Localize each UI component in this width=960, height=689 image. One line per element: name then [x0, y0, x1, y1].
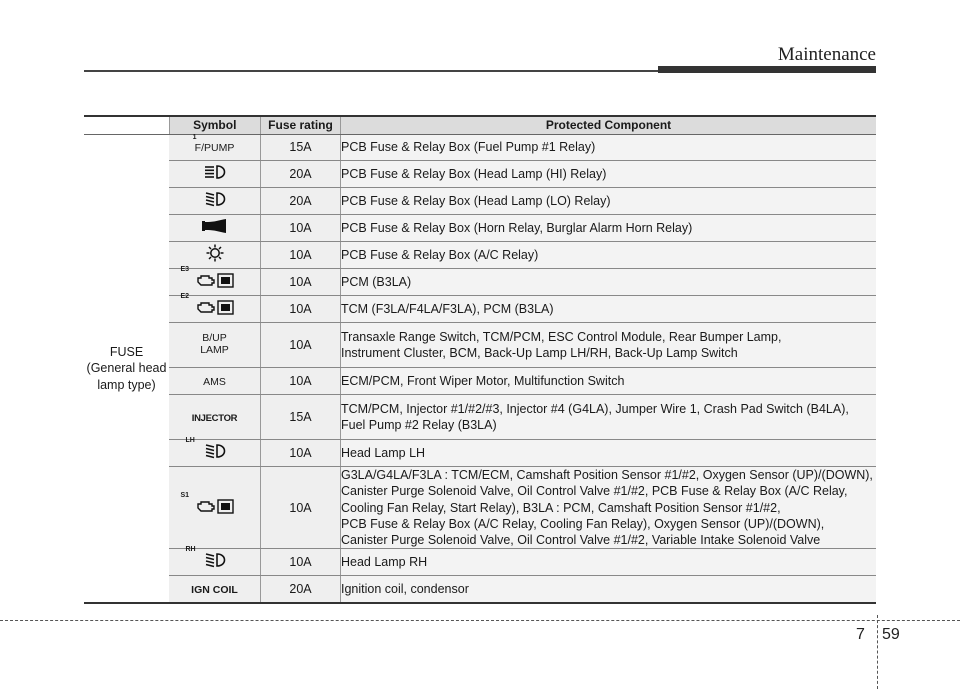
column-header-symbol: Symbol [169, 116, 261, 135]
fuse-rating-cell: 10A [261, 269, 341, 296]
fuse-rating-cell: 10A [261, 368, 341, 395]
protected-component-cell: Head Lamp LH [341, 440, 877, 467]
table-row [84, 135, 876, 161]
table-row [84, 269, 876, 296]
symbol-superscript: E3 [180, 265, 190, 273]
fuse-rating-cell: 10A [261, 296, 341, 323]
protected-component-cell: PCB Fuse & Relay Box (A/C Relay) [341, 242, 877, 269]
fuse-rating-cell: 10A [261, 467, 341, 549]
fuse-rating-cell: 10A [261, 215, 341, 242]
protected-component-cell: PCB Fuse & Relay Box (Horn Relay, Burglar Alarm Horn Relay) [341, 215, 877, 242]
protected-component-cell: Ignition coil, condensor [341, 576, 877, 603]
protected-component-cell: PCB Fuse & Relay Box (Fuel Pump #1 Relay) [341, 135, 877, 161]
ac-fan-icon [206, 244, 224, 262]
protected-component-cell: Head Lamp RH [341, 549, 877, 576]
fpump-symbol: 1 F/PUMP [192, 134, 235, 155]
column-header-fuse-rating: Fuse rating [261, 116, 341, 135]
symbol-superscript: E2 [180, 292, 190, 300]
symbol-cell [169, 161, 261, 188]
protected-component-cell: Transaxle Range Switch, TCM/PCM, ESC Control Module, Rear Bumper Lamp, Instrument Cluster, BCM, Back-Up Lamp LH/RH, Back-Up Lamp Switch [341, 323, 877, 368]
symbol-cell [169, 323, 261, 368]
protected-component-cell: ECM/PCM, Front Wiper Motor, Multifunction Switch [341, 368, 877, 395]
table-header-row [84, 116, 876, 135]
header-title: Maintenance [777, 44, 876, 65]
symbol-cell [169, 368, 261, 395]
fuse-rating-cell: 15A [261, 395, 341, 440]
protected-component-cell: PCB Fuse & Relay Box (Head Lamp (HI) Relay) [341, 161, 877, 188]
symbol-superscript: LH [185, 436, 195, 444]
table-row [84, 161, 876, 188]
group-header-cell [84, 116, 169, 135]
table-row [84, 467, 876, 549]
engine-transmission-icon [180, 265, 235, 288]
backup-lamp-symbol: B/UP LAMP [200, 332, 229, 357]
symbol-cell [169, 395, 261, 440]
table-row [84, 576, 876, 603]
protected-component-cell: TCM/PCM, Injector #1/#2/#3, Injector #4 (G4LA), Jumper Wire 1, Crash Pad Switch (B4LA), Fuel Pump #2 Relay (B3LA) [341, 395, 877, 440]
ign-coil-symbol: IGN COIL [191, 583, 238, 596]
column-header-protected-component: Protected Component [341, 116, 877, 135]
table-row [84, 323, 876, 368]
page-number: 59 [882, 626, 900, 643]
symbol-cell [169, 467, 261, 549]
chapter-number: 7 [856, 626, 865, 643]
fuse-table [84, 115, 876, 604]
engine-transmission-icon [180, 491, 235, 514]
table-row [84, 296, 876, 323]
engine-transmission-icon [180, 292, 235, 315]
fuse-rating-cell: 15A [261, 135, 341, 161]
low-beam-headlamp-icon [200, 191, 230, 207]
fuse-rating-cell: 10A [261, 440, 341, 467]
low-beam-headlamp-icon [185, 546, 230, 568]
ams-symbol: AMS [203, 375, 226, 388]
symbol-cell [169, 215, 261, 242]
symbol-superscript: RH [185, 546, 196, 554]
protected-component-cell: PCB Fuse & Relay Box (Head Lamp (LO) Relay) [341, 188, 877, 215]
table-row [84, 549, 876, 576]
fuse-rating-cell: 10A [261, 549, 341, 576]
symbol-cell [169, 188, 261, 215]
high-beam-headlamp-icon [200, 164, 230, 180]
symbol-cell [169, 546, 261, 576]
table-row [84, 440, 876, 467]
table-row [84, 188, 876, 215]
horn-icon [200, 218, 230, 234]
injector-symbol: INJECTOR [191, 412, 238, 424]
footer-dashed-rule [0, 620, 960, 621]
fuse-group-label: FUSE (General head lamp type) [84, 135, 169, 603]
protected-component-cell: G3LA/G4LA/F3LA : TCM/ECM, Camshaft Position Sensor #1/#2, Oxygen Sensor (UP)/(DOWN), Canister Purge Solenoid Valve, Oil Control Valve #1/#2, PCB Fuse & Relay Box (A/C Relay, Cooling Fan Relay, Start Relay), B3LA : PCM, Camshaft Position Sensor #1/#2, PCB Fuse & Relay Box (A/C Relay, Cooling Fan Relay), Oxygen Sensor (UP)/(DOWN), Canister Purge Solenoid Valve, Oil Control Valve #1/#2, Variable Intake Solenoid Valve [341, 467, 877, 549]
fuse-rating-cell: 20A [261, 161, 341, 188]
protected-component-cell: PCM (B3LA) [341, 269, 877, 296]
fuse-rating-cell: 20A [261, 188, 341, 215]
symbol-cell [169, 135, 261, 161]
table-row [84, 242, 876, 269]
header-bar [658, 66, 876, 73]
fuse-rating-cell: 10A [261, 242, 341, 269]
symbol-cell [169, 436, 261, 467]
protected-component-cell: TCM (F3LA/F4LA/F3LA), PCM (B3LA) [341, 296, 877, 323]
symbol-cell [169, 576, 261, 603]
low-beam-headlamp-icon [185, 436, 230, 459]
table-row [84, 395, 876, 440]
symbol-superscript: S1 [180, 491, 190, 499]
footer-dashed-divider [877, 615, 878, 689]
fuse-rating-cell: 10A [261, 323, 341, 368]
symbol-cell [169, 292, 261, 323]
header-rule [84, 70, 660, 72]
fuse-rating-cell: 20A [261, 576, 341, 603]
table-row [84, 368, 876, 395]
table-row [84, 215, 876, 242]
